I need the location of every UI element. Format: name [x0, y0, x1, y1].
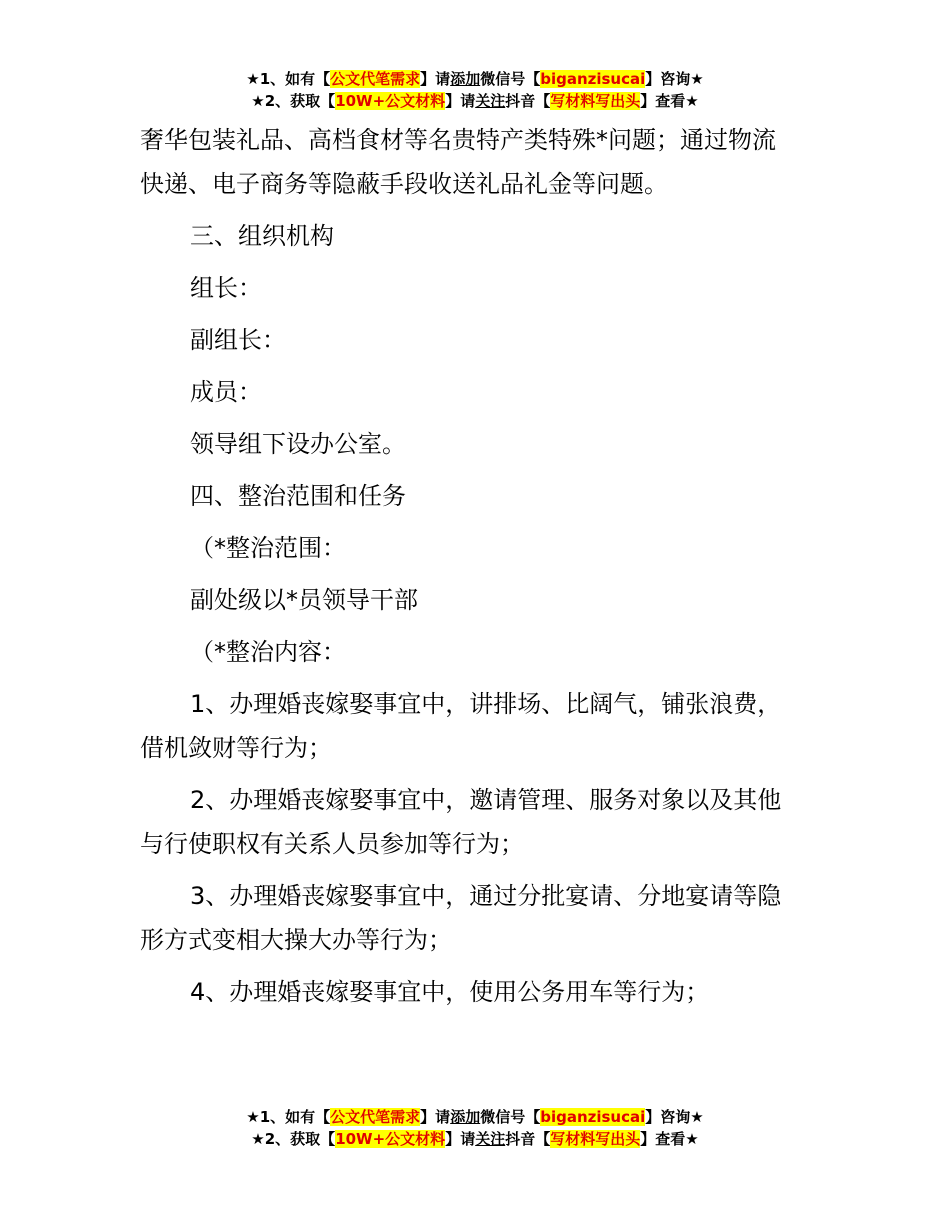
header-line-2 [0, 90, 950, 112]
star-icon: ★ [251, 1130, 265, 1148]
text: 】请 [420, 1108, 451, 1126]
highlight-text: 公文代笔需求 [330, 1108, 421, 1126]
wechat-id: biganzisucai [540, 70, 646, 88]
star-icon: ★ [246, 1108, 260, 1126]
list-item: 4、办理婚丧嫁娶事宜中，使用公务用车等行为； [190, 978, 710, 1006]
list-item: 3、办理婚丧嫁娶事宜中，通过分批宴请、分地宴请等隐 [190, 882, 782, 910]
emphasis-text: 关注 [475, 92, 506, 110]
star-icon: ★ [251, 92, 265, 110]
highlight-text: 10W+公文材料 [335, 92, 446, 110]
text: 1、如有【 [259, 70, 331, 88]
sub-heading: （*整治内容： [190, 638, 346, 666]
list-item-continuation: 与行使职权有关系人员参加等行为； [140, 830, 524, 858]
text: 】咨询★ [645, 1108, 704, 1126]
footer-line-2 [0, 1128, 950, 1150]
star-icon: ★ [246, 70, 260, 88]
text: 2、获取【 [264, 92, 336, 110]
text: 】请 [445, 1130, 476, 1148]
text: 2、获取【 [264, 1130, 336, 1148]
text: 】请 [420, 70, 451, 88]
paragraph: 奢华包装礼品、高档食材等名贵特产类特殊*问题；通过物流 [140, 126, 776, 154]
highlight-text: 10W+公文材料 [335, 1130, 446, 1148]
section-heading: 四、整治范围和任务 [190, 482, 406, 510]
members-line: 成员： [190, 378, 262, 406]
document-body [140, 118, 820, 1014]
emphasis-text: 添加 [450, 1108, 481, 1126]
highlight-text: 公文代笔需求 [330, 70, 421, 88]
header-banner [0, 68, 950, 112]
wechat-id: biganzisucai [540, 1108, 646, 1126]
text: 】咨询★ [645, 70, 704, 88]
deputy-line: 副组长： [190, 326, 286, 354]
text: 抖音【 [505, 92, 551, 110]
text: 】查看★ [640, 1130, 699, 1148]
sub-heading: （*整治范围： [190, 534, 346, 562]
list-item: 2、办理婚丧嫁娶事宜中，邀请管理、服务对象以及其他 [190, 786, 782, 814]
section-heading: 三、组织机构 [190, 222, 334, 250]
emphasis-text: 关注 [475, 1130, 506, 1148]
douyin-account: 写材料写出头 [550, 92, 641, 110]
douyin-account: 写材料写出头 [550, 1130, 641, 1148]
text: 微信号【 [480, 1108, 541, 1126]
paragraph: 领导组下设办公室。 [190, 430, 406, 458]
text: 】查看★ [640, 92, 699, 110]
list-item-continuation: 形方式变相大操大办等行为； [140, 926, 452, 954]
list-item-continuation: 借机敛财等行为； [140, 734, 332, 762]
leader-line: 组长： [190, 274, 262, 302]
list-item: 1、办理婚丧嫁娶事宜中，讲排场、比阔气，铺张浪费， [190, 690, 782, 718]
paragraph: 副处级以*员领导干部 [190, 586, 418, 614]
text: 1、如有【 [259, 1108, 331, 1126]
text: 抖音【 [505, 1130, 551, 1148]
text: 】请 [445, 92, 476, 110]
emphasis-text: 添加 [450, 70, 481, 88]
text: 微信号【 [480, 70, 541, 88]
footer-banner [0, 1106, 950, 1150]
footer-line-1 [0, 1106, 950, 1128]
paragraph: 快递、电子商务等隐蔽手段收送礼品礼金等问题。 [140, 170, 668, 198]
header-line-1 [0, 68, 950, 90]
